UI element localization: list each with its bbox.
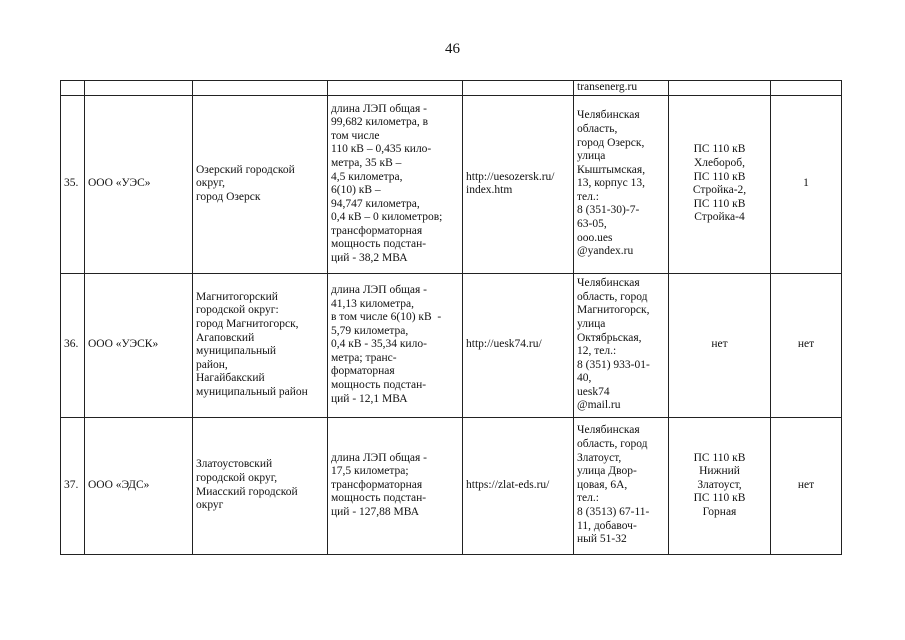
cell-count: 1 bbox=[771, 95, 842, 273]
table-row bbox=[61, 95, 842, 273]
table-row-continued bbox=[61, 81, 842, 96]
cell-num: 37. bbox=[61, 417, 85, 554]
grid-organizations-table bbox=[60, 80, 842, 555]
cell-org bbox=[85, 81, 193, 96]
cell-org: ООО «УЭС» bbox=[85, 95, 193, 273]
cell-territory bbox=[193, 81, 328, 96]
cell-site bbox=[463, 81, 574, 96]
cell-contacts: Челябинская область, город Златоуст, улица Двор- цовая, 6А, тел.: 8 (3513) 67-11- 11, добавоч- ный 51-32 bbox=[574, 417, 669, 554]
cell-territory: Златоустовский городской округ, Миасский городской округ bbox=[193, 417, 328, 554]
table-row bbox=[61, 417, 842, 554]
cell-count bbox=[771, 81, 842, 96]
page-number: 46 bbox=[445, 41, 460, 57]
cell-lines: длина ЛЭП общая - 17,5 километра; трансформаторная мощность подстан- ций - 127,88 МВА bbox=[328, 417, 463, 554]
cell-lines: длина ЛЭП общая - 99,682 километра, в том числе 110 кВ – 0,435 кило- метра, 35 кВ – 4,5 километра, 6(10) кВ – 94,747 километра, 0,4 кВ – 0 километров; трансформаторная мощность подстан- ций - 38,2 МВА bbox=[328, 95, 463, 273]
cell-substations: ПС 110 кВ Нижний Златоуст, ПС 110 кВ Горная bbox=[669, 417, 771, 554]
cell-count: нет bbox=[771, 417, 842, 554]
cell-site[interactable]: http://uesozersk.ru/ index.htm bbox=[463, 95, 574, 273]
cell-lines: длина ЛЭП общая - 41,13 километра, в том числе 6(10) кВ - 5,79 километра, 0,4 кВ - 35,34 кило- метра; транс- форматорная мощность подстан- ций - 12,1 МВА bbox=[328, 273, 463, 417]
cell-contacts: transenerg.ru bbox=[574, 81, 669, 96]
cell-contacts: Челябинская область, город Магнитогорск, улица Октябрьская, 12, тел.: 8 (351) 933-01- 40, uesk74 @mail.ru bbox=[574, 273, 669, 417]
cell-substations: ПС 110 кВ Хлебороб, ПС 110 кВ Стройка-2, ПС 110 кВ Стройка-4 bbox=[669, 95, 771, 273]
cell-org: ООО «ЭДС» bbox=[85, 417, 193, 554]
cell-substations: нет bbox=[669, 273, 771, 417]
cell-num: 36. bbox=[61, 273, 85, 417]
cell-count: нет bbox=[771, 273, 842, 417]
cell-num: 35. bbox=[61, 95, 85, 273]
cell-org: ООО «УЭСК» bbox=[85, 273, 193, 417]
cell-territory: Магнитогорский городской округ: город Магнитогорск, Агаповский муниципальный район, Нагайбакский муниципальный район bbox=[193, 273, 328, 417]
cell-num bbox=[61, 81, 85, 96]
cell-site[interactable]: https://zlat-eds.ru/ bbox=[463, 417, 574, 554]
cell-site[interactable]: http://uesk74.ru/ bbox=[463, 273, 574, 417]
cell-territory: Озерский городской округ, город Озерск bbox=[193, 95, 328, 273]
cell-lines bbox=[328, 81, 463, 96]
cell-substations bbox=[669, 81, 771, 96]
cell-contacts: Челябинская область, город Озерск, улица Кыштымская, 13, корпус 13, тел.: 8 (351-30)-7- 63-05, ooo.ues @yandex.ru bbox=[574, 95, 669, 273]
table-row bbox=[61, 273, 842, 417]
